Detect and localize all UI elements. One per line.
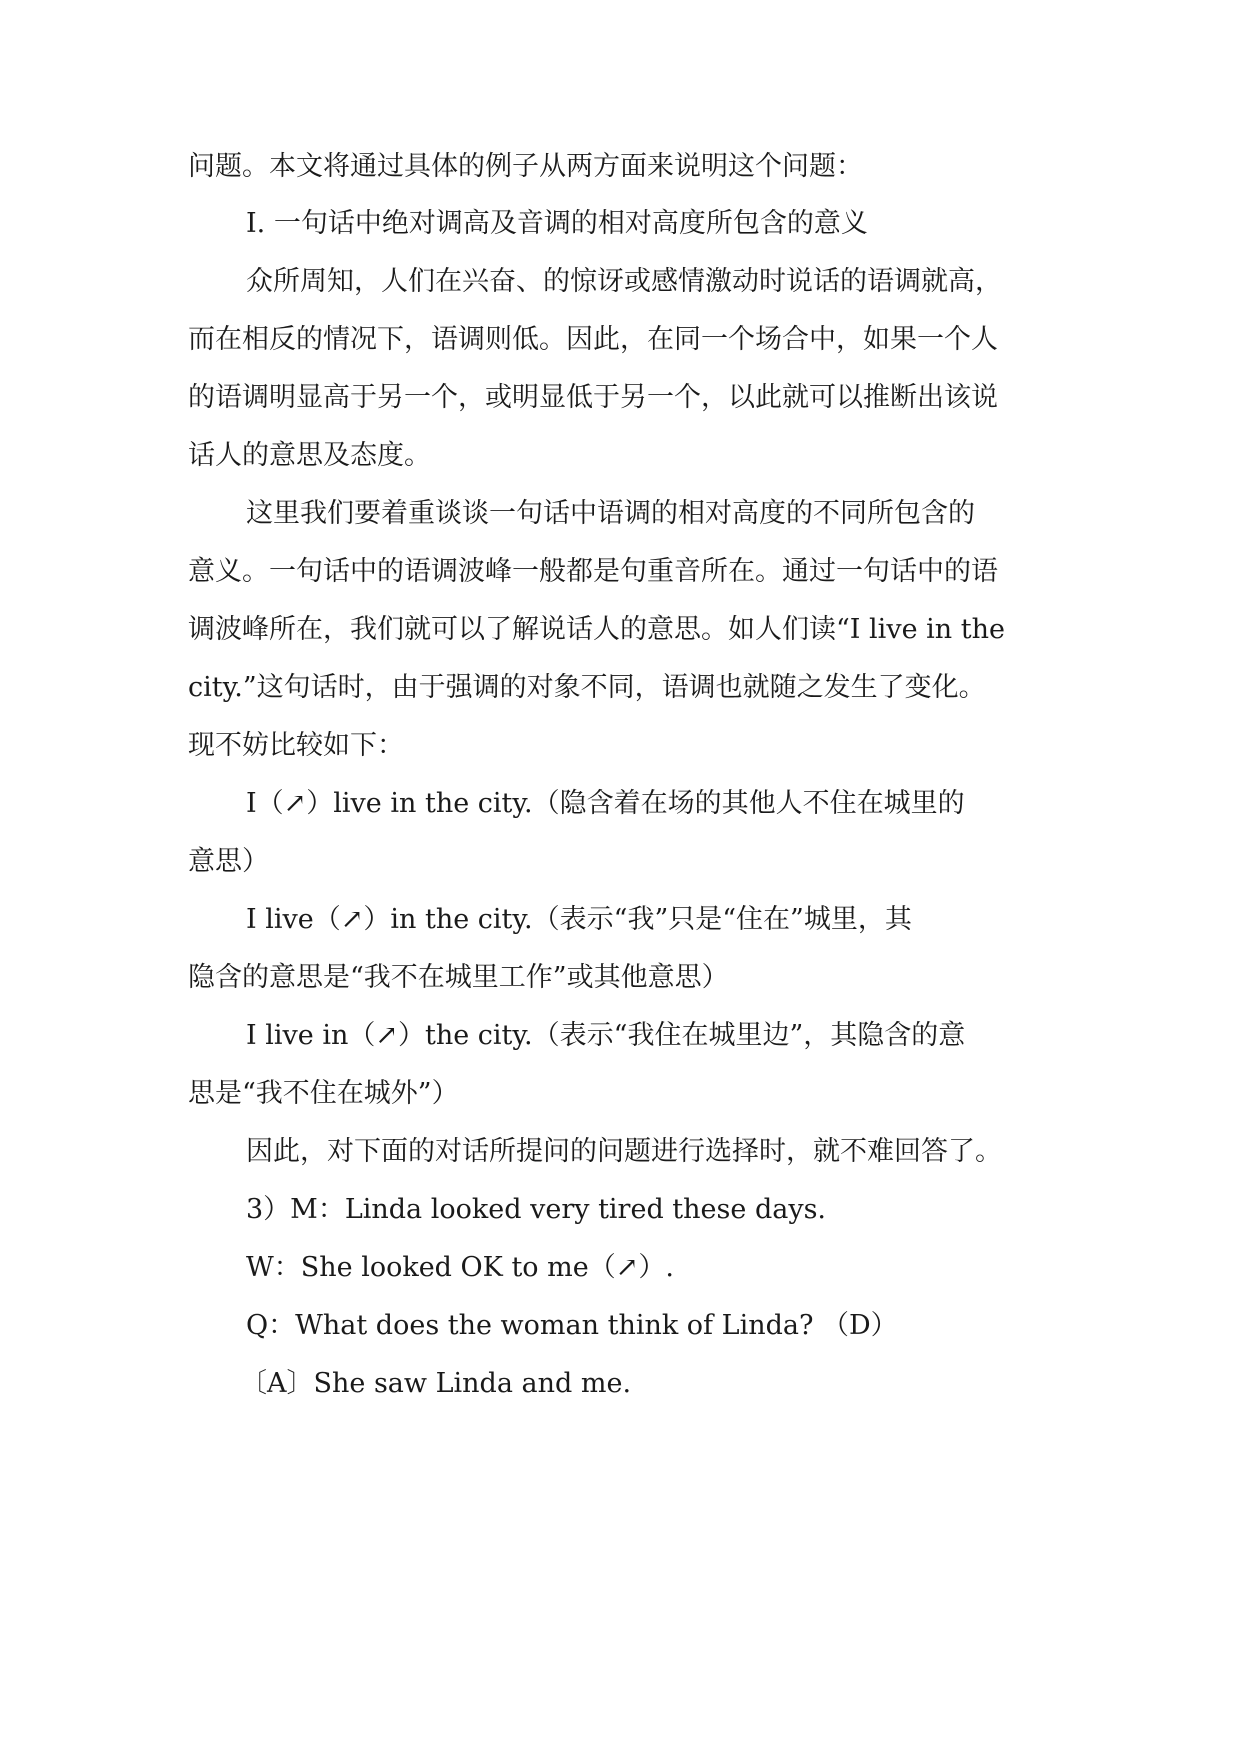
example-line-5: I live in（↗）the city.（表示“我住在城里边”，其隐含的意: [246, 1020, 966, 1051]
question-line: Q：What does the woman think of Linda? （D）: [246, 1310, 898, 1341]
paragraph-line-11: 现不妨比较如下：: [188, 730, 404, 761]
paragraph-line-6: 话人的意思及态度。: [188, 440, 431, 471]
dialogue-line-m: 3）M：Linda looked very tired these days.: [246, 1194, 827, 1225]
section-heading: I. 一句话中绝对调高及音调的相对高度所包含的意义: [246, 208, 868, 239]
paragraph-line-8: 意义。一句话中的语调波峰一般都是句重音所在。通过一句话中的语: [188, 556, 998, 587]
example-line-3: I live（↗）in the city.（表示“我”只是“住在”城里，其: [246, 904, 912, 935]
paragraph-line-7: 这里我们要着重谈谈一句话中语调的相对高度的不同所包含的: [246, 498, 975, 529]
example-line-2: 意思）: [188, 846, 269, 877]
paragraph-line-4: 而在相反的情况下，语调则低。因此，在同一个场合中，如果一个人: [188, 324, 998, 355]
example-line-4: 隐含的意思是“我不在城里工作”或其他意思）: [188, 962, 729, 993]
example-line-6: 思是“我不住在城外”）: [188, 1078, 459, 1109]
paragraph-line-1: 问题。本文将通过具体的例子从两方面来说明这个问题：: [188, 151, 863, 182]
example-line-1: I（↗）live in the city.（隐含着在场的其他人不住在城里的: [246, 788, 965, 819]
paragraph-line-3: 众所周知，人们在兴奋、的惊讶或感情激动时说话的语调就高，: [246, 266, 1002, 297]
paragraph-line-10: city.”这句话时，由于强调的对象不同，语调也就随之发生了变化。: [188, 672, 986, 703]
answer-option-a: 〔A〕She saw Linda and me.: [240, 1368, 632, 1399]
paragraph-line-18: 因此，对下面的对话所提问的问题进行选择时，就不难回答了。: [246, 1136, 1002, 1167]
paragraph-line-9: 调波峰所在，我们就可以了解说话人的意思。如人们读“I live in the: [188, 614, 1005, 645]
paragraph-line-5: 的语调明显高于另一个，或明显低于另一个，以此就可以推断出该说: [188, 382, 998, 413]
dialogue-line-w: W：She looked OK to me（↗）.: [246, 1252, 674, 1283]
